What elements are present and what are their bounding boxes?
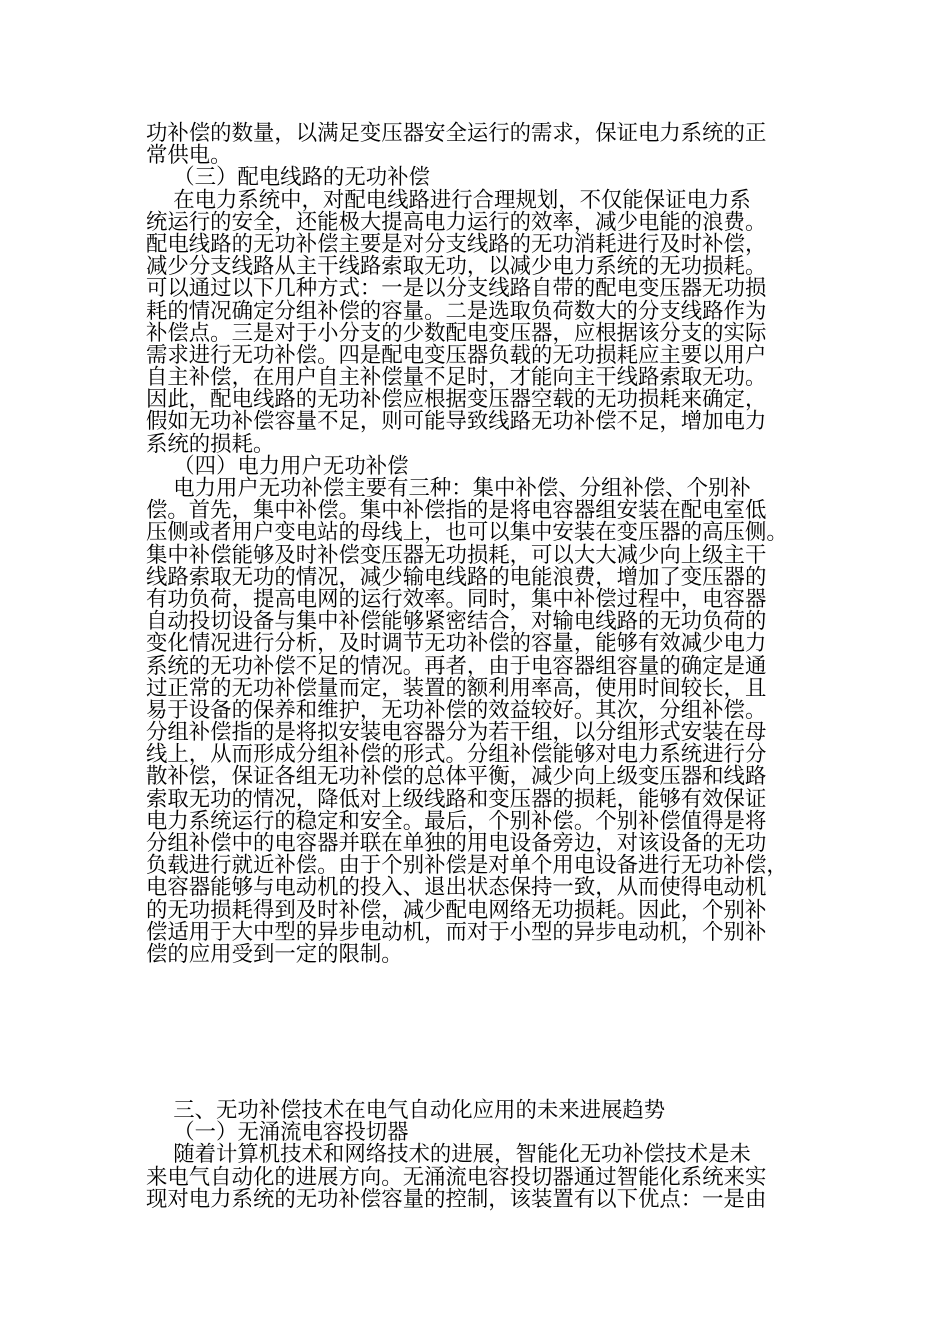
text-line: 线路索取无功的情况，减少输电线路的电能浪费，增加了变压器的 bbox=[146, 564, 767, 590]
text-line: 分组补偿中的电容器并联在单独的用电设备旁边，对该设备的无功 bbox=[146, 831, 767, 856]
text-line: 电力用户无功补偿主要有三种：集中补偿、分组补偿、个别补 bbox=[146, 476, 751, 501]
text-line: 自动投切设备与集中补偿能够紧密结合，对输电线路的无功负荷的 bbox=[146, 609, 767, 635]
text-line: 配电线路的无功补偿主要是对分支线路的无功消耗进行及时补偿， bbox=[146, 231, 767, 257]
text-line: 负载进行就近补偿。由于个别补偿是对单个用电设备进行无功补偿， bbox=[146, 853, 788, 879]
text-line: 功补偿的数量，以满足变压器安全运行的需求，保证电力系统的正 bbox=[146, 121, 767, 146]
text-line: 过正常的无功补偿量而定，装置的额利用率高，使用时间较长，且 bbox=[146, 675, 767, 701]
body-text-block-1 bbox=[146, 123, 798, 966]
text-line: 可以通过以下几种方式：一是以分支线路自带的配电变压器无功损 bbox=[146, 276, 767, 302]
text-line: 索取无功的情况，降低对上级线路和变压器的损耗，能够有效保证 bbox=[146, 786, 767, 812]
body-text-block-2 bbox=[146, 1100, 798, 1211]
text-line: 有功负荷，提高电网的运行效率。同时，集中补偿过程中，电容器 bbox=[146, 586, 767, 612]
text-line: 的无功损耗得到及时补偿，减少配电网络无功损耗。因此，个别补 bbox=[146, 897, 767, 923]
text-line: 易于设备的保养和维护，无功补偿的效益较好。其次，分组补偿。 bbox=[146, 697, 767, 723]
text-line: 随着计算机技术和网络技术的进展，智能化无功补偿技术是未 bbox=[146, 1142, 751, 1168]
text-line: 来电气自动化的进展方向。无涌流电容投切器通过智能化系统来实 bbox=[146, 1164, 767, 1190]
text-line: 散补偿，保证各组无功补偿的总体平衡，减少向上级变压器和线路 bbox=[146, 764, 767, 790]
text-line: 在电力系统中，对配电线路进行合理规划，不仅能保证电力系 bbox=[146, 187, 751, 213]
text-line: 系统的无功补偿不足的情况。再者，由于电容器组容量的确定是通 bbox=[146, 653, 767, 679]
text-line: 假如无功补偿容量不足，则可能导致线路无功补偿不足，增加电力 bbox=[146, 409, 767, 435]
text-line: 补偿点。三是对于小分支的少数配电变压器，应根据该分支的实际 bbox=[146, 320, 767, 346]
text-line: 因此，配电线路的无功补偿应根据变压器空载的无功损耗来确定， bbox=[146, 387, 767, 413]
text-line: （一）无涌流电容投切器 bbox=[146, 1120, 409, 1146]
text-line: 分组补偿指的是将拟安装电容器分为若干组，以分组形式安装在母 bbox=[146, 720, 767, 746]
text-line: 压侧或者用户变电站的母线上，也可以集中安装在变压器的高压侧。 bbox=[146, 520, 788, 546]
text-line: （四）电力用户无功补偿 bbox=[146, 453, 409, 479]
text-line: 耗的情况确定分组补偿的容量。二是选取负荷数大的分支线路作为 bbox=[146, 298, 767, 324]
text-line: 三、无功补偿技术在电气自动化应用的未来进展趋势 bbox=[146, 1098, 666, 1123]
text-line: 减少分支线路从主干线路索取无功，以减少电力系统的无功损耗。 bbox=[146, 254, 767, 280]
text-line: 统运行的安全，还能极大提高电力运行的效率，减少电能的浪费。 bbox=[146, 209, 767, 235]
text-line: 电力系统运行的稳定和安全。最后，个别补偿。个别补偿值得是将 bbox=[146, 808, 767, 834]
text-line: 自主补偿，在用户自主补偿量不足时，才能向主干线路索取无功。 bbox=[146, 365, 767, 391]
text-line: （三）配电线路的无功补偿 bbox=[146, 165, 430, 191]
text-line: 常供电。 bbox=[146, 143, 232, 169]
text-line: 现对电力系统的无功补偿容量的控制，该装置有以下优点：一是由 bbox=[146, 1186, 767, 1212]
text-line: 系统的损耗。 bbox=[146, 431, 275, 457]
text-line: 变化情况进行分析，及时调节无功补偿的容量，能够有效减少电力 bbox=[146, 631, 767, 657]
text-line: 偿的应用受到一定的限制。 bbox=[146, 941, 403, 967]
text-line: 集中补偿能够及时补偿变压器无功损耗，可以大大减少向上级主干 bbox=[146, 542, 767, 568]
text-line: 需求进行无功补偿。四是配电变压器负载的无功损耗应主要以用户 bbox=[146, 342, 767, 368]
text-line: 电容器能够与电动机的投入、退出状态保持一致，从而使得电动机 bbox=[146, 875, 767, 901]
text-line: 偿适用于大中型的异步电动机，而对于小型的异步电动机，个别补 bbox=[146, 919, 767, 945]
text-line: 线上，从而形成分组补偿的形式。分组补偿能够对电力系统进行分 bbox=[146, 742, 767, 768]
text-line: 偿。首先，集中补偿。集中补偿指的是将电容器组安装在配电室低 bbox=[146, 498, 767, 524]
